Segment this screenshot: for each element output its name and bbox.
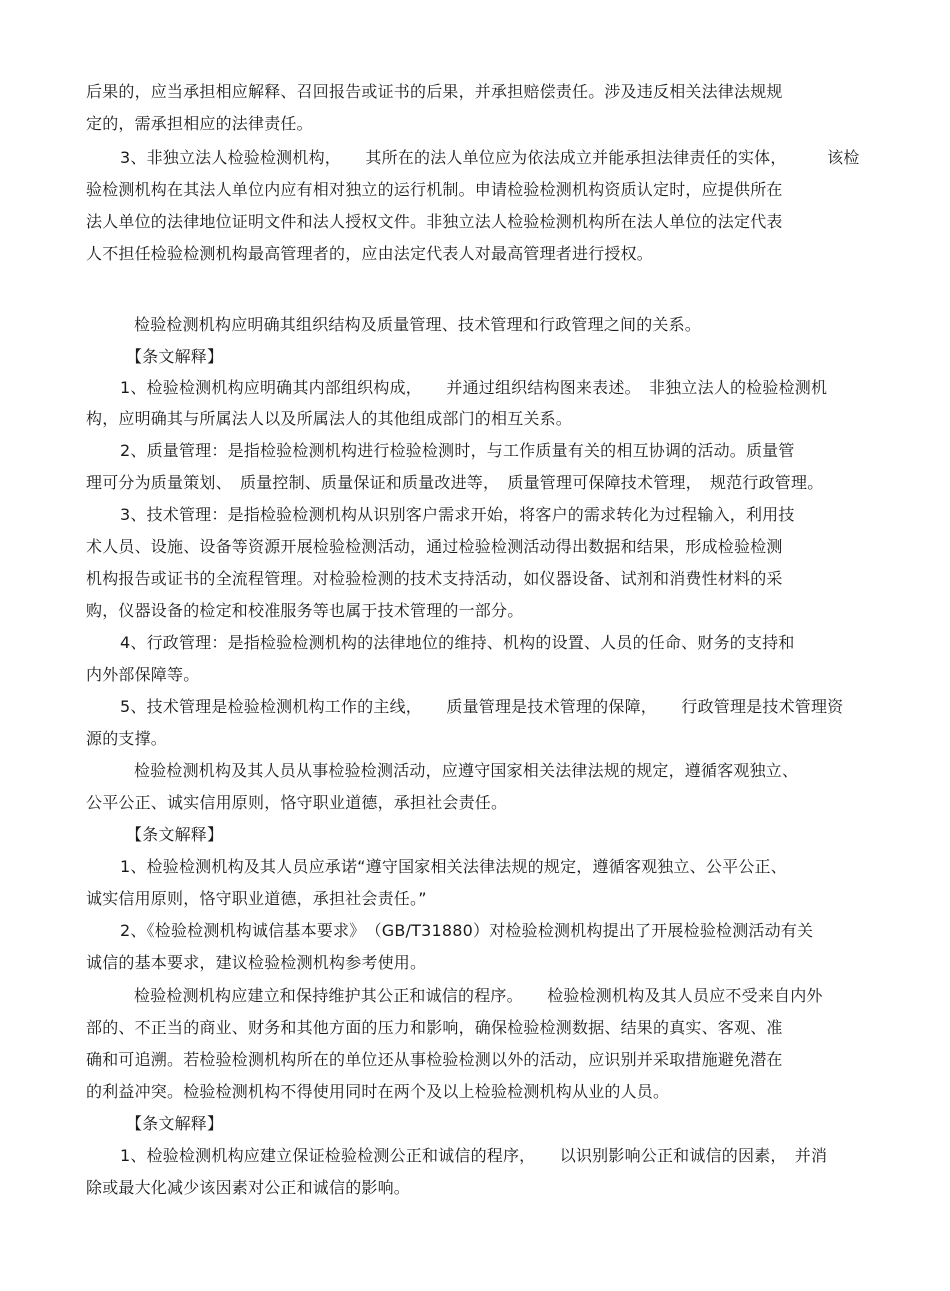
text-line: 购，仪器设备的检定和校准服务等也属于技术管理的一部分。 [86, 601, 524, 620]
text-line: 除或最大化减少该因素对公正和诚信的影响。 [86, 1178, 411, 1197]
text-line: 验检测机构在其法人单位内应有相对独立的运行机制。申请检验检测机构资质认定时，应提供所在 [86, 180, 783, 199]
text-line: 理可分为质量策划、 质量控制、质量保证和质量改进等， 质量管理可保障技术管理， 规范行政管理。 [86, 473, 824, 492]
text-line: 定的，需承担相应的法律责任。 [86, 114, 313, 133]
text-line: 内外部保障等。 [86, 665, 200, 684]
text-line: 公平公正、诚实信用原则，恪守职业道德，承担社会责任。 [86, 793, 508, 812]
text-line: 诚实信用原则，恪守职业道德，承担社会责任。” [86, 889, 427, 908]
text-line: 2、质量管理：是指检验检测机构进行检验检测时，与工作质量有关的相互协调的活动。质量管 [120, 441, 795, 460]
text-line: 3、非独立法人检验检测机构， 其所在的法人单位应为依法成立并能承担法律责任的实体， 该检 [120, 148, 860, 167]
text-line: 术人员、设施、设备等资源开展检验检测活动，通过检验检测活动得出数据和结果，形成检验检测 [86, 537, 783, 556]
text-line: 的利益冲突。检验检测机构不得使用同时在两个及以上检验检测机构从业的人员。 [86, 1082, 670, 1101]
clause-explanation-label: 【条文解释】 [126, 1114, 224, 1133]
text-line: 2、《检验检测机构诚信基本要求》 （GB/T31880）对检验检测机构提出了开展检验检测活动有关 [120, 921, 814, 940]
text-line: 后果的，应当承担相应解释、召回报告或证书的后果，并承担赔偿责任。涉及违反相关法律法规规 [86, 82, 783, 101]
clause-heading: 检验检测机构应明确其组织结构及质量管理、技术管理和行政管理之间的关系。 [134, 315, 702, 334]
text-line: 构，应明确其与所属法人以及所属法人的其他组成部门的相互关系。 [86, 409, 573, 428]
text-line: 4、行政管理：是指检验检测机构的法律地位的维持、机构的设置、人员的任命、财务的支持和 [120, 633, 795, 652]
text-line: 1、检验检测机构及其人员应承诺“遵守国家相关法律法规的规定，遵循客观独立、公平公正、 [120, 857, 787, 876]
text-line: 3、技术管理：是指检验检测机构从识别客户需求开始，将客户的需求转化为过程输入，利用技 [120, 505, 795, 524]
text-line: 1、检验检测机构应建立保证检验检测公正和诚信的程序， 以识别影响公正和诚信的因素， 并消 [120, 1146, 828, 1165]
text-line: 5、技术管理是检验检测机构工作的主线， 质量管理是技术管理的保障， 行政管理是技术管理资 [120, 697, 844, 716]
text-line: 法人单位的法律地位证明文件和法人授权文件。非独立法人检验检测机构所在法人单位的法定代表 [86, 212, 783, 231]
clause-heading: 检验检测机构应建立和保持维护其公正和诚信的程序。 检验检测机构及其人员应不受来自内外 [134, 986, 823, 1005]
clause-heading: 检验检测机构及其人员从事检验检测活动，应遵守国家相关法律法规的规定，遵循客观独立、 [134, 761, 799, 780]
text-line: 1、检验检测机构应明确其内部组织构成， 并通过组织结构图来表述。 非独立法人的检验检测机 [120, 378, 828, 397]
text-line: 部的、不正当的商业、财务和其他方面的压力和影响，确保检验检测数据、结果的真实、客观、准 [86, 1018, 783, 1037]
text-line: 确和可追溯。若检验检测机构所在的单位还从事检验检测以外的活动，应识别并采取措施避免潜在 [86, 1050, 783, 1069]
text-line: 源的支撑。 [86, 729, 168, 748]
text-line: 人不担任检验检测机构最高管理者的，应由法定代表人对最高管理者进行授权。 [86, 244, 654, 263]
text-line: 机构报告或证书的全流程管理。对检验检测的技术支持活动，如仪器设备、试剂和消费性材料的采 [86, 569, 783, 588]
clause-explanation-label: 【条文解释】 [126, 825, 224, 844]
clause-explanation-label: 【条文解释】 [126, 347, 224, 366]
text-line: 诚信的基本要求，建议检验检测机构参考使用。 [86, 953, 427, 972]
